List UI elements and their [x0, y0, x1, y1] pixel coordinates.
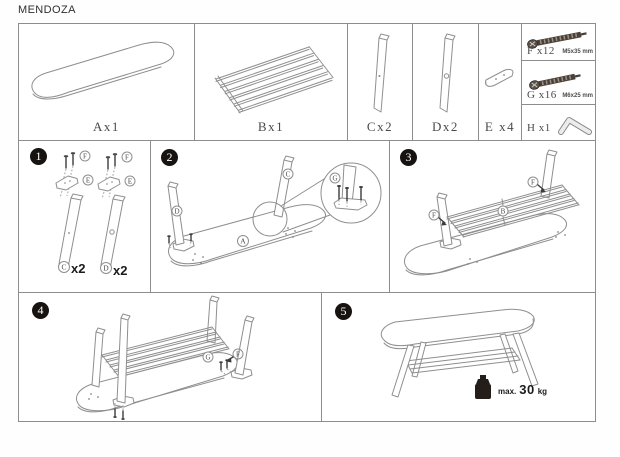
part-tag-c: [59, 262, 70, 273]
svg-text:F: F: [531, 178, 535, 187]
part-tag-b: [498, 206, 508, 216]
step-5-badge: 5: [335, 303, 352, 320]
part-panel-b: [194, 23, 348, 141]
svg-text:F: F: [125, 153, 129, 162]
leg-d-illustration: [413, 24, 480, 122]
step-3-badge: 3: [400, 149, 417, 166]
part-tag-d: [101, 263, 112, 274]
quantity-x2-left: x2: [71, 261, 86, 276]
step-panel-2: [150, 140, 390, 293]
leg-c-illustration: [348, 24, 414, 122]
part-f-label: F x12: [527, 45, 555, 57]
max-label: max.: [498, 387, 517, 396]
step-3-illustration: [390, 141, 597, 294]
step-panel-1: [18, 140, 151, 293]
part-tag-e: [125, 176, 135, 186]
part-c-label: Cx2: [366, 119, 394, 134]
tabletop-part-illustration: [19, 30, 196, 130]
part-h-label: H x1: [527, 122, 551, 134]
part-a-label: Ax1: [93, 119, 120, 134]
leg-assembly-d: [98, 152, 135, 274]
part-b-label: Bx1: [257, 119, 285, 134]
part-f-size: M5x35 mm: [562, 49, 593, 55]
part-panel-c: [347, 23, 413, 141]
max-load-label: [498, 382, 547, 397]
svg-text:E: E: [85, 176, 91, 185]
step-4-badge: 4: [32, 302, 49, 319]
part-e-label: E x4: [484, 119, 516, 134]
svg-text:F: F: [236, 350, 240, 359]
step-panel-5: [321, 292, 596, 422]
part-tag-f: [528, 177, 538, 187]
part-panel-d: [412, 23, 479, 141]
svg-text:B: B: [500, 207, 506, 216]
max-value: 30: [519, 382, 535, 397]
svg-text:E: E: [127, 176, 133, 186]
part-tag-d: [172, 206, 182, 216]
zoom-detail-circle: [321, 163, 381, 223]
part-tag-g: [203, 352, 213, 362]
part-d-label: Dx2: [432, 119, 459, 134]
step-panel-4: [18, 292, 322, 422]
hardware-panel-g: [521, 60, 596, 105]
part-tag-g: [330, 173, 340, 183]
max-load-weight-icon: [475, 375, 491, 399]
panels-grid: [18, 23, 596, 422]
step-1-illustration: [19, 141, 152, 291]
step-2-badge: 2: [161, 149, 178, 166]
part-tag-c: [283, 169, 293, 179]
hardware-panel-h: [521, 104, 596, 141]
quantity-x2-right: x2: [113, 263, 128, 278]
part-g-size: M6x25 mm: [562, 93, 593, 99]
allen-key-icon: [553, 106, 595, 140]
part-panel-a: [18, 23, 195, 141]
svg-text:F: F: [432, 211, 436, 220]
step-panel-3: [389, 140, 596, 293]
max-unit: kg: [537, 387, 548, 396]
product-title: MENDOZA: [18, 4, 76, 16]
part-panel-e: [478, 23, 522, 141]
part-tag-f: [80, 151, 90, 161]
svg-text:D: D: [174, 207, 180, 216]
step-1-badge: 1: [30, 148, 47, 165]
svg-text:C: C: [61, 262, 67, 272]
step-5-illustration: [322, 293, 597, 423]
step-2-illustration: [151, 141, 391, 294]
part-tag-f: [429, 210, 439, 220]
part-tag-f: [122, 152, 132, 162]
part-g-label: G x16: [527, 89, 557, 101]
step-4-illustration: [19, 293, 323, 423]
hardware-panel-f: [521, 23, 596, 61]
svg-text:G: G: [205, 353, 211, 362]
svg-text:G: G: [332, 174, 338, 183]
svg-text:A: A: [240, 236, 246, 246]
leg-assembly-c: [56, 151, 93, 273]
svg-text:C: C: [285, 170, 291, 179]
part-tag-e: [83, 175, 93, 185]
svg-text:D: D: [103, 263, 109, 273]
plate-e-illustration: [479, 24, 523, 122]
svg-text:F: F: [83, 152, 87, 161]
